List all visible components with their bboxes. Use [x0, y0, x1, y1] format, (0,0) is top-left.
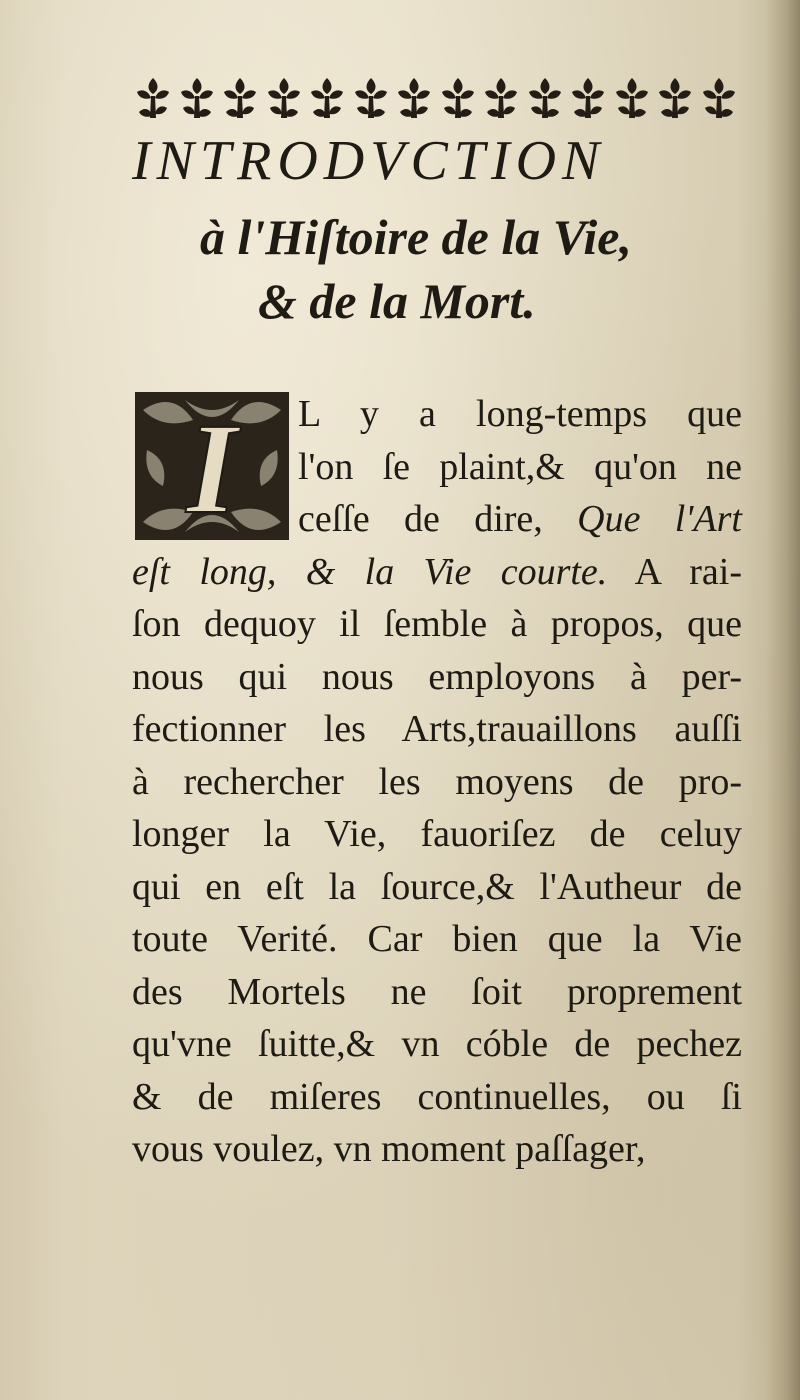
chapter-subtitle-line2: & de la Mort. — [258, 273, 536, 329]
fleuron-icon — [394, 74, 434, 122]
italic-quote-end: eſt long, & la Vie courte. — [132, 550, 608, 593]
text-line: longer la Vie, fauoriſez de celuy — [132, 813, 742, 855]
body-text — [132, 388, 742, 1176]
text-line: qui en eſt la ſource,& l'Autheur de — [132, 865, 742, 908]
fleuron-icon — [612, 74, 652, 122]
fleuron-icon — [699, 74, 739, 122]
fleuron-icon — [655, 74, 695, 122]
chapter-subtitle-line1: à l'Hiſtoire de la Vie, — [200, 209, 632, 265]
text-line: ſon dequoy il ſemble à propos, que — [132, 603, 742, 645]
fleuron-icon — [351, 74, 391, 122]
fleuron-icon — [177, 74, 217, 122]
text-line: nous qui nous employons à per- — [132, 655, 742, 698]
fleuron-ornament-band — [133, 72, 739, 124]
text-line: vous voulez, vn moment paſſager, — [132, 1128, 646, 1170]
fleuron-icon — [568, 74, 608, 122]
fleuron-icon — [133, 74, 173, 122]
fleuron-icon — [438, 74, 478, 122]
dropcap-letter: I — [186, 397, 238, 541]
text-line: l'on ſe plaint,& qu'on ne — [298, 445, 742, 488]
fleuron-icon — [481, 74, 521, 122]
text-run: A rai- — [607, 550, 742, 593]
chapter-title: INTRODVCTION — [132, 130, 606, 192]
text-run: ceſſe de dire, — [298, 498, 543, 540]
text-line: toute Verité. Car bien que la Vie — [132, 918, 742, 960]
fleuron-icon — [220, 74, 260, 122]
text-line: des Mortels ne ſoit proprement — [132, 970, 742, 1013]
text-line: L y a long-temps que — [298, 393, 742, 435]
fleuron-icon — [264, 74, 304, 122]
fleuron-icon — [525, 74, 565, 122]
text-line: & de miſeres continuelles, ou ſi — [132, 1075, 742, 1118]
italic-quote: Que l'Art — [577, 498, 742, 540]
text-line — [132, 546, 742, 599]
text-line: qu'vne ſuitte,& vn cóble de pechez — [132, 1023, 742, 1065]
text-line — [132, 493, 742, 546]
fleuron-icon — [307, 74, 347, 122]
text-line: à rechercher les moyens de pro- — [132, 760, 742, 803]
page-gutter-shadow — [766, 0, 800, 1400]
text-line: fectionner les Arts,trauaillons auſſi — [132, 708, 742, 750]
